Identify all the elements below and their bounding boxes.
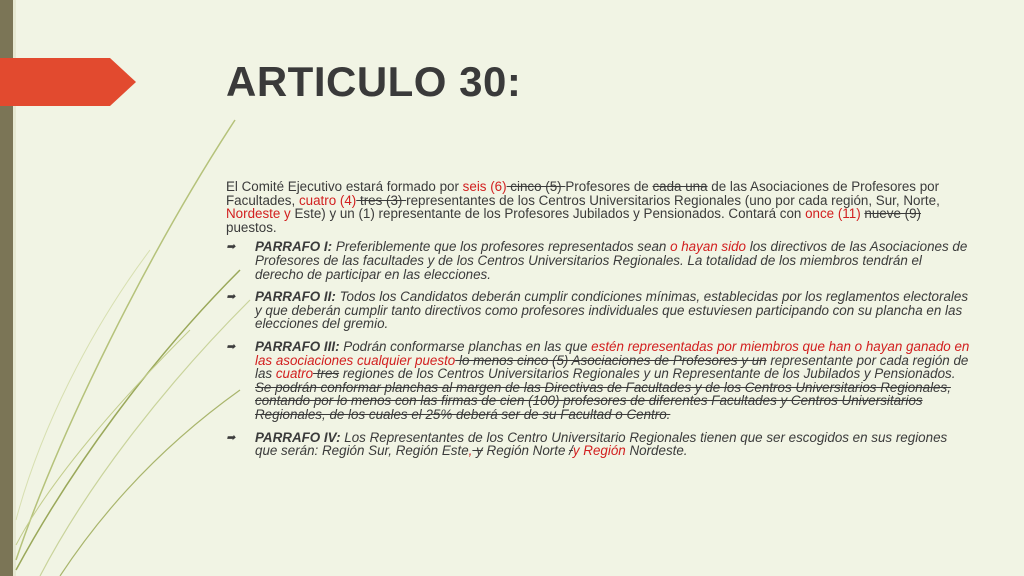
parrafo-3 [226,340,971,422]
text: Región Norte [482,443,570,459]
deleted-text: Se podrán conformar planchas al margen de las Directivas de Facultades y de los Centros Universitarios Regionales, contando por lo menos con las firmas de cien (100) profesores de diferentes Facultades y Centros Universitarios Regionales, de los cuales el 25% deberá ser de su Facultad o Centro. [255,379,951,422]
deleted-text: lo menos cinco (5) Asociaciones de Profesores y un [455,352,767,368]
inserted-text: cuatro [275,366,314,382]
deleted-text: cinco (5) [506,179,566,194]
deleted-text: / [569,443,573,459]
inserted-text: estén representadas por miembros que han o hayan ganado en las asociaciones cualquier puesto [255,338,970,368]
deleted-text: tres (3) [356,192,407,208]
text: Nordeste. [625,443,688,459]
inserted-text: once (11) [805,206,861,222]
deleted-text: cada una [652,179,708,194]
inserted-text: seis (6) [462,179,507,194]
text: El Comité Ejecutivo estará formado por [226,179,463,194]
inserted-text: cuatro (4) [298,192,357,208]
paragraph-label: PARRAFO III: [255,338,340,354]
text: representantes de los Centros Universitarios Regionales (uno por cada región, Sur, Norte, [406,192,940,208]
title-arrow-flag [0,58,136,106]
deleted-text: tres [313,366,340,382]
right-arrow-icon: ➡ [226,340,236,353]
parrafo-1 [226,240,971,281]
intro-paragraph [226,180,971,234]
article-content [226,180,971,467]
text: Preferiblemente que los profesores representados sean [332,239,671,255]
inserted-text: y Región [572,443,626,459]
right-arrow-icon: ➡ [226,431,236,444]
deleted-text: nueve (9) [864,206,921,222]
inserted-text: , [468,443,473,459]
deleted-text: y [472,443,483,459]
text: puestos. [226,219,277,235]
text: Los Representantes de los Centro Universitario Regionales tienen que ser escogidos en sus regiones que serán: Región Sur, Región Este [255,429,948,459]
text: regiones de los Centros Universitarios Regionales y un Representante de los Jubilados y Pensionados. [339,366,956,382]
text: Podrán conformarse planchas en las que [339,338,592,354]
inserted-text: o hayan sido [670,239,746,255]
paragraph-label: PARRAFO II: [255,289,336,305]
paragraph-label: PARRAFO I: [255,239,333,255]
right-arrow-icon: ➡ [226,241,236,254]
parrafo-2 [226,290,971,331]
text: Todos los Candidatos deberán cumplir condiciones mínimas, establecidas por los reglamentos electorales y que deberán cumplir tanto directivos como profesores individuales que estuviesen participando con su plancha en las elecciones del gremio. [255,289,969,332]
text: Profesores de [565,179,653,194]
text: los directivos de las Asociaciones de Profesores de las facultades y de los Centros Universitarios Regionales. La totalidad de los miembros tendrán el derecho de participar en las elecciones. [255,239,968,282]
paragraph-label: PARRAFO IV: [255,429,341,445]
right-arrow-icon: ➡ [226,291,236,304]
text: Este) y un (1) representante de los Profesores Jubilados y Pensionados. Contará con [290,206,806,222]
parrafo-4 [226,431,971,458]
slide-title: ARTICULO 30: [226,58,522,105]
inserted-text: Nordeste y [226,206,291,222]
text: de las Asociaciones de Profesores por Facultades, [226,179,940,208]
text: representante por cada región de las [255,352,969,382]
